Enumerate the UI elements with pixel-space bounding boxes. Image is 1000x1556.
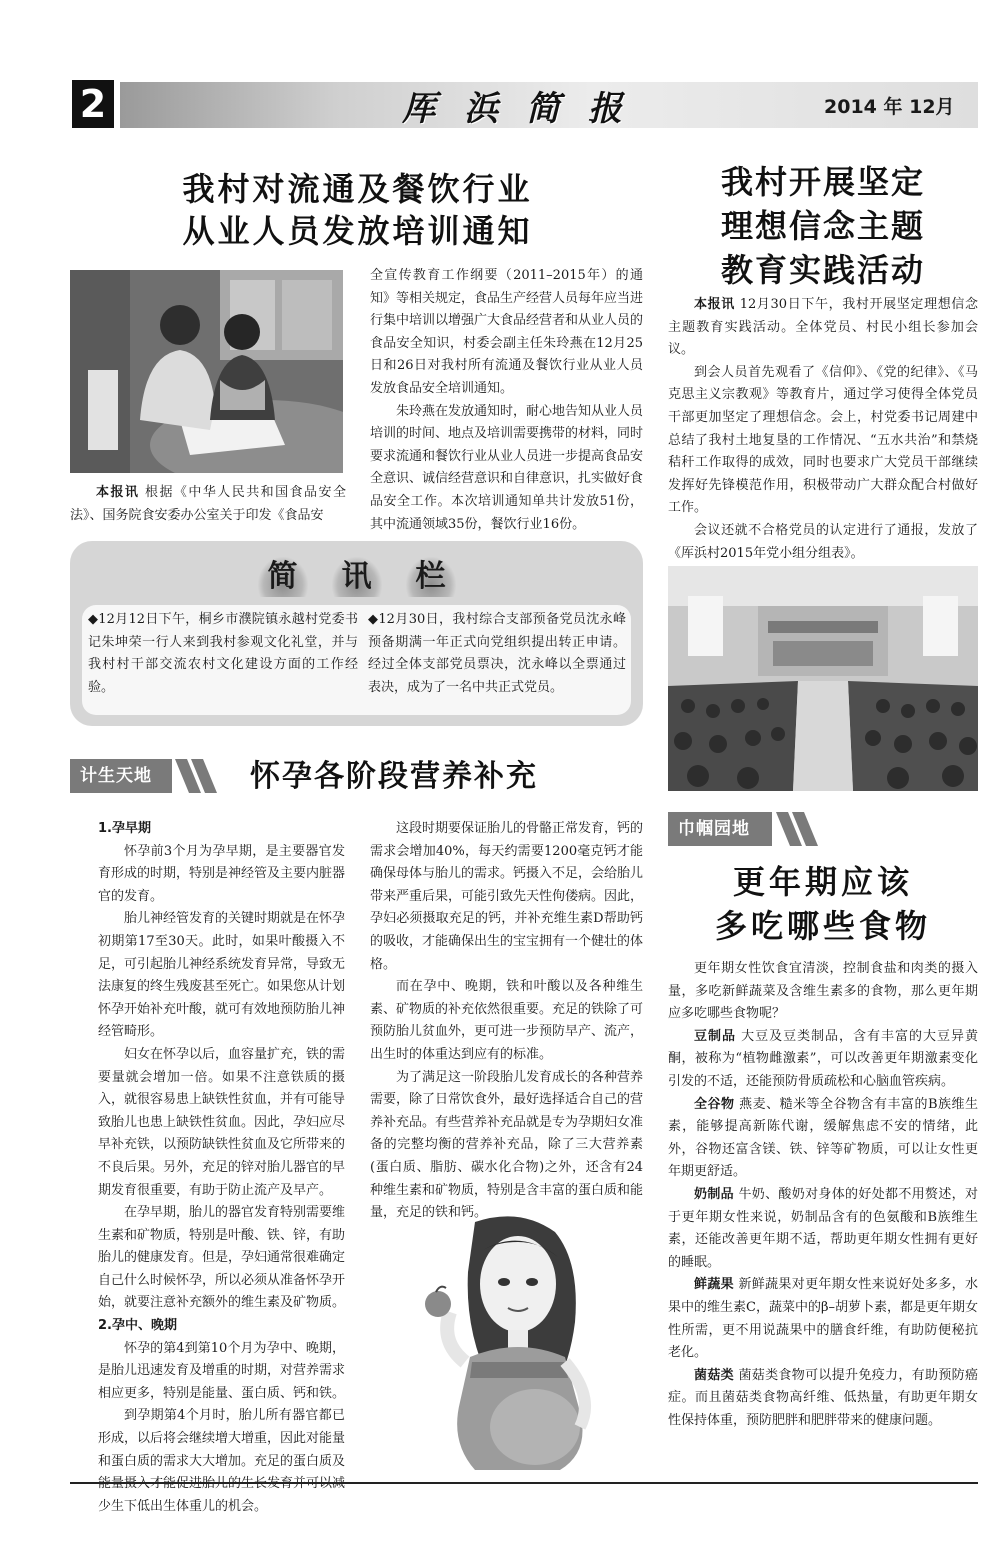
page-number: 2 — [79, 82, 107, 126]
food-item — [668, 1094, 978, 1184]
title-line: 我村对流通及餐饮行业 — [182, 170, 533, 208]
title-char: 浜 — [464, 88, 498, 129]
slash-decoration-icon — [776, 812, 836, 846]
paragraph: 妇女在怀孕以后，血容量扩充，铁的需要量就会增加一倍。如果不注意铁质的摄入，就很容易患上缺铁性贫血，并有可能导致胎儿也患上缺铁性贫血。因此，孕妇应尽早补充铁，以预防缺铁性贫血及它所带来的不良后果。另外，充足的锌对胎儿器官的早期发育很重要，有助于防止流产及早产。 — [98, 1046, 346, 1198]
article1-para-1 — [70, 482, 346, 527]
briefs-box — [70, 541, 643, 726]
article4-intro: 更年期女性饮食宜清淡，控制食盐和肉类的摄入量，多吃新鲜蔬菜及含维生素多的食物，那么更年期应多吃哪些食物呢？ — [668, 961, 978, 1022]
briefs-inner — [82, 605, 631, 715]
food-item — [668, 1365, 978, 1433]
paragraph: 胎儿神经管发育的关键时期就是在怀孕初期第17至30天。此时，如果叶酸摄入不足，可引起胎儿神经系统发育异常，导致无法康复的终生残废甚至死亡。如果您从计划怀孕开始补充叶酸，就可有效地预防胎儿神经管畸形。 — [98, 911, 346, 1040]
article-title — [668, 160, 978, 292]
photo-signing-notice — [70, 270, 343, 473]
paragraph: 怀孕的第4到第10个月为孕中、晚期，是胎儿迅速发育及增重的时期，对营养需求相应更多，特别是能量、蛋白质、钙和铁。 — [98, 1340, 346, 1401]
paragraph: 在孕早期，胎儿的器官发育特别需要维生素和矿物质，特别是叶酸、铁、锌，有助胎儿的健康发育。但是，孕妇通常很难确定自己什么时候怀孕，所以必须从准备怀孕开始，就要注意补充额外的维生素及矿物质。 — [98, 1205, 346, 1311]
paragraph: 为了满足这一阶段胎儿发育成长的各种营养需要，除了日常饮食外，最好选择适合自己的营养补充品。有些营养补充品就是专为孕期妇女准备的完整均衡的营养补充品，除了三大营养素(蛋白质、脂肪、碳水化合物)之外，还含有24种维生素和矿物质，特别是含丰富的蛋白质和能量，充足的铁和钙。 — [370, 1069, 644, 1221]
title-line: 从业人员发放培训通知 — [182, 212, 533, 250]
briefs-title — [70, 557, 643, 597]
pregnant-woman-icon — [380, 1212, 640, 1472]
article3-col2 — [370, 818, 643, 1225]
food-item-text: 新鲜蔬果对更年期女性来说好处多多，水果中的维生素C，蔬菜中的β–胡萝卜素，都是更年期女性所需，更不用说蔬果中的膳食纤维，有助防便秘抗老化。 — [668, 1277, 978, 1361]
subheading: 1.孕早期 — [98, 821, 151, 836]
title-char: 报 — [588, 88, 622, 129]
photo-signing-notice-icon — [70, 270, 343, 473]
section-tab-women — [668, 812, 828, 846]
photo-meeting-hall — [668, 566, 978, 791]
article2-para-1 — [668, 294, 978, 362]
title-char: 简 — [526, 88, 560, 129]
article2-para-1-text: 12月30日下午，我村开展坚定理想信念主题教育实践活动。全体党员、村民小组长参加会议。 — [668, 297, 978, 358]
food-item-text: 燕麦、糙米等全谷物含有丰富的B族维生素，能够提高新陈代谢，缓解焦虑不安的情绪，此外，谷物还富含镁、铁、锌等矿物质，可以让女性更年期更舒适。 — [668, 1096, 978, 1180]
section-tab-family-planning — [70, 759, 230, 793]
article1-para-1-text: 根据《中华人民共和国食品安全法》、国务院食安委办公室关于印发《食品安 — [70, 485, 346, 523]
article2-body — [668, 294, 978, 565]
article2-para-2: 到会人员首先观看了《信仰》、《党的纪律》、《马克思主义宗教观》等教育片，通过学习使得全体党员干部更加坚定了理想信念。会上，村党委书记周建中总结了我村土地复垦的工作情况、“五水共治”和禁烧秸秆工作取得的成效，同时也要求广大党员干部继续发挥好先锋模范作用，积极带动广大群众配合村做好工作。 — [668, 364, 978, 516]
subheading: 2.孕中、晚期 — [98, 1318, 177, 1334]
issue-date: 2014 年 12月 — [824, 96, 955, 118]
paragraph: 这段时期要保证胎儿的骨骼正常发育，钙的需求会增加40%，每天约需要1200毫克钙才能确保母体与胎儿的需求。钙摄入不足，会给胎儿带来严重后果，可能引致先天性佝偻病。因此，孕妇必须摄取充足的钙，并补充维生素D帮助钙的吸收，才能确保出生的宝宝拥有一个健壮的体格。 — [370, 821, 644, 972]
title-line: 更年期应该 — [732, 863, 913, 901]
photo-meeting-hall-icon — [668, 566, 978, 791]
article-ideals-education — [668, 160, 978, 292]
article3-title: 怀孕各阶段营养补充 — [250, 759, 538, 794]
title-line: 理想信念主题 — [720, 207, 925, 245]
food-item — [668, 1274, 978, 1364]
food-item-text: 大豆及豆类制品，含有丰富的大豆异黄酮，被称为“植物雌激素”，可以改善更年期激素变化引发的不适，还能预防骨质疏松和心脑血管疾病。 — [668, 1028, 978, 1089]
article-training-notice — [70, 168, 645, 252]
title-line: 多吃哪些食物 — [714, 907, 931, 945]
article1-col2 — [370, 265, 643, 536]
briefs-title-char: 栏 — [406, 557, 456, 597]
article4-title — [668, 860, 978, 948]
paragraph: 怀孕前3个月为孕早期，是主要器官发育形成的时期，特别是神经管及主要内脏器官的发育。 — [98, 843, 346, 904]
paragraph: 而在孕中、晚期，铁和叶酸以及各种维生素、矿物质的补充依然很重要。充足的铁除了可预防胎儿贫血外，更可进一步预防早产、流产，出生时的体重达到应有的标准。 — [370, 979, 644, 1062]
article-title — [70, 168, 645, 252]
article4-body — [668, 958, 978, 1432]
article1-para-2: 朱玲燕在发放通知时，耐心地告知从业人员培训的时间、地点及培训需要携带的材料，同时要求流通和餐饮行业从业人员进一步提高食品安全意识、诚信经营意识和自律意识，扎实做好食品安全工作。本次培训通知单共计发放51份，其中流通领域35份，餐饮行业16份。 — [370, 403, 644, 532]
lead-tag: 本报讯 — [96, 485, 140, 500]
title-line: 我村开展坚定 — [720, 163, 925, 201]
brief-item: ◆12月12日下午，桐乡市濮院镇永越村党委书记朱坤荣一行人来到我村参观文化礼堂，并与我村村干部交流农村文化建设方面的工作经验。 — [88, 612, 358, 695]
food-item — [668, 1026, 978, 1094]
food-item-label: 菌菇类 — [694, 1367, 734, 1383]
lead-tag: 本报讯 — [694, 297, 735, 312]
section-label: 巾帼园地 — [668, 812, 772, 846]
title-line: 教育实践活动 — [720, 251, 925, 289]
briefs-title-char: 简 — [258, 557, 308, 597]
article3-col1 — [98, 818, 345, 1518]
slash-decoration-icon — [175, 759, 235, 793]
pregnant-woman-illustration — [380, 1212, 640, 1472]
bottom-rule — [70, 1482, 978, 1484]
food-item-label: 鲜蔬果 — [694, 1277, 734, 1293]
newspaper-title — [402, 82, 622, 128]
title-char: 厍 — [402, 88, 436, 129]
masthead — [72, 78, 980, 132]
food-item-label: 奶制品 — [694, 1186, 734, 1202]
brief-item: ◆12月30日，我村综合支部预备党员沈永峰预备期满一年正式向党组织提出转正申请。经过全体支部党员票决，沈永峰以全票通过表决，成为了一名中共正式党员。 — [368, 612, 626, 695]
food-item — [668, 1184, 978, 1274]
paragraph: 到孕期第4个月时，胎儿所有器官都已形成，以后将会继续增大增重，因此对能量和蛋白质的需求大大增加。充足的蛋白质及 少生下低出生体重儿的机会。 — [98, 1408, 346, 1514]
food-item-label: 豆制品 — [694, 1028, 736, 1044]
article4-items — [668, 1026, 978, 1433]
food-item-text: 菌菇类食物可以提升免疫力，有助预防癌症。而且菌菇类食物高纤维、低热量，有助更年期女性保持体重，预防肥胖和肥胖带来的健康问题。 — [668, 1367, 978, 1428]
article1-para-1-cont: 全宣传教育工作纲要（2011–2015年）的通知》等相关规定，食品生产经营人员每年应当进行集中培训以增强广大食品经营者和从业人员的食品安全知识，村委会副主任朱玲燕在12月25日和26日对我村所有流通及餐饮行业从业人员发放食品安全培训通知。 — [370, 268, 644, 396]
food-item-text: 牛奶、酸奶对身体的好处都不用赘述，对于更年期女性来说，奶制品含有的色氨酸和B族维生素，还能改善更年期不适，帮助更年期女性拥有更好的睡眠。 — [668, 1186, 978, 1270]
article2-para-3: 会议还就不合格党员的认定进行了通报，发放了《厍浜村2015年党小组分组表》。 — [668, 522, 978, 561]
food-item-label: 全谷物 — [694, 1096, 735, 1112]
briefs-title-char: 讯 — [332, 557, 382, 597]
section-label: 计生天地 — [70, 759, 172, 793]
page-number-box — [72, 80, 114, 128]
